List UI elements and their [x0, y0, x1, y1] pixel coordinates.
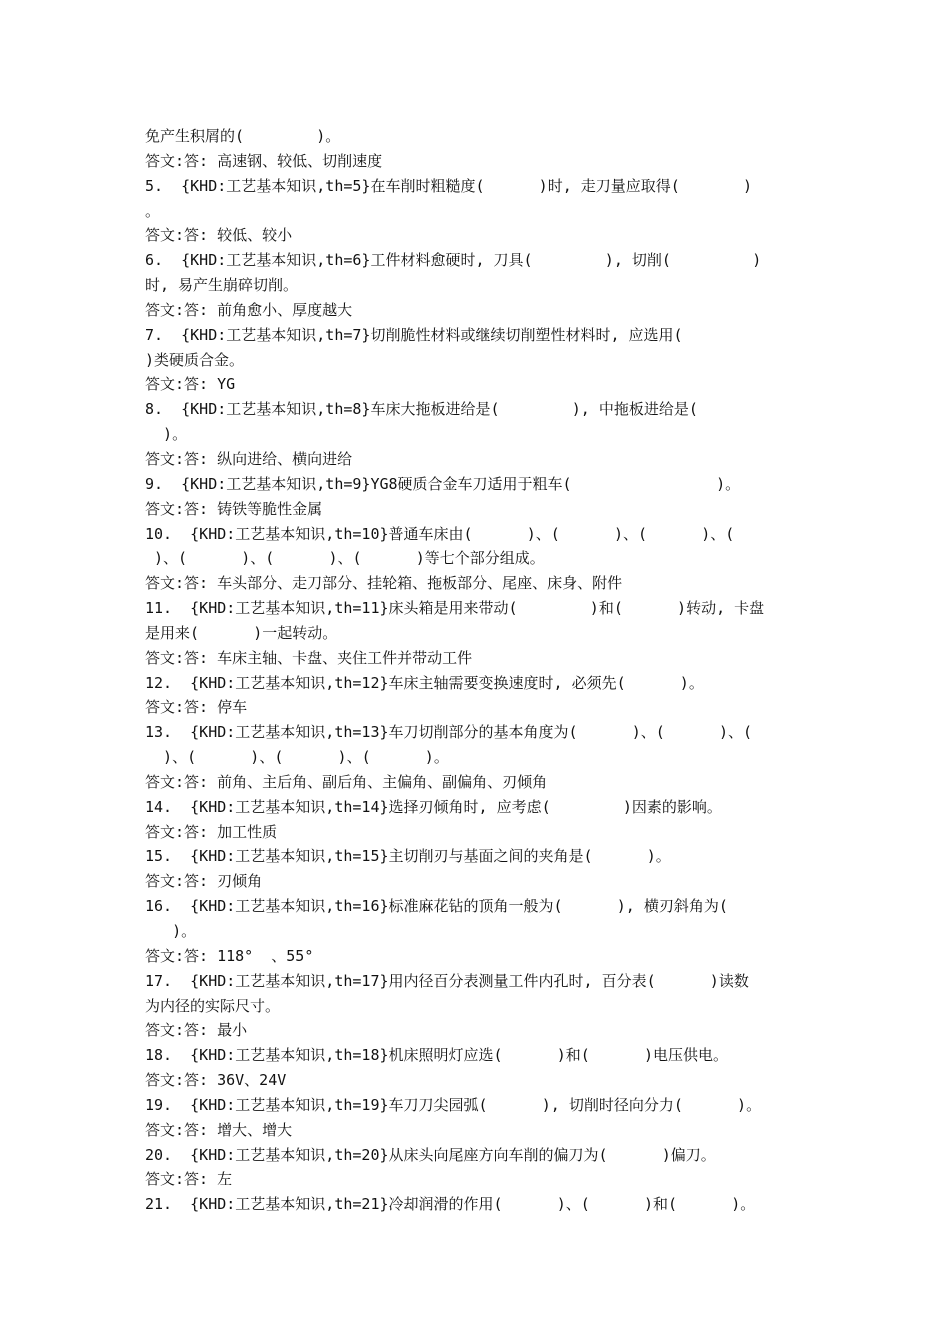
text-line: )类硬质合金。 — [145, 350, 245, 369]
text-line: )、( )、( )、( )等七个部分组成。 — [145, 549, 545, 568]
text-line: )、( )、( )、( )。 — [145, 748, 449, 767]
text-line: 5. {KHD:工艺基本知识,th=5}在车削时粗糙度( )时, 走刀量应取得( ) — [145, 176, 753, 195]
text-line: 答文:答: 停车 — [145, 698, 248, 717]
text-line: 答文:答: 车床主轴、卡盘、夹住工件并带动工件 — [145, 648, 473, 667]
text-line: 7. {KHD:工艺基本知识,th=7}切削脆性材料或继续切削塑性材料时, 应选用( — [145, 325, 683, 344]
text-line: 是用来( )一起转动。 — [145, 623, 338, 642]
text-line: 答文:答: 车头部分、走刀部分、挂轮箱、拖板部分、尾座、床身、附件 — [145, 574, 623, 593]
text-line: 为内径的实际尺寸。 — [145, 996, 281, 1015]
text-line: 答文:答: 高速钢、较低、切削速度 — [145, 151, 383, 170]
text-line: 时, 易产生崩碎切削。 — [145, 276, 299, 295]
text-line: 答文:答: 加工性质 — [145, 822, 278, 841]
text-line: 答文:答: 铸铁等脆性金属 — [145, 499, 323, 518]
text-line: 21. {KHD:工艺基本知识,th=21}冷却润滑的作用( )、( )和( )。 — [145, 1195, 756, 1214]
text-line: 答文:答: 较低、较小 — [145, 226, 293, 245]
text-line: 14. {KHD:工艺基本知识,th=14}选择刃倾角时, 应考虑( )因素的影响。 — [145, 797, 722, 816]
text-line: 答文:答: 118° 、55° — [145, 946, 314, 965]
document-body — [145, 124, 795, 1217]
text-line: 答文:答: 增大、增大 — [145, 1120, 293, 1139]
text-line: 8. {KHD:工艺基本知识,th=8}车床大拖板进给是( ), 中拖板进给是( — [145, 400, 698, 419]
text-line: 答文:答: 左 — [145, 1170, 233, 1189]
text-line: 9. {KHD:工艺基本知识,th=9}YG8硬质合金车刀适用于粗车( )。 — [145, 474, 741, 493]
text-line: 19. {KHD:工艺基本知识,th=19}车刀刀尖园弧( ), 切削时径向分力( )。 — [145, 1095, 762, 1114]
text-line: 11. {KHD:工艺基本知识,th=11}床头箱是用来带动( )和( )转动, 卡盘 — [145, 599, 765, 618]
text-line: 18. {KHD:工艺基本知识,th=18}机床照明灯应选( )和( )电压供电。 — [145, 1046, 729, 1065]
text-line: )。 — [145, 922, 197, 940]
text-line: 答文:答: 前角、主后角、副后角、主偏角、副偏角、刃倾角 — [145, 772, 548, 791]
text-line: )。 — [145, 425, 188, 444]
text-line: 13. {KHD:工艺基本知识,th=13}车刀切削部分的基本角度为( )、( )、( — [145, 723, 753, 742]
text-line: 16. {KHD:工艺基本知识,th=16}标准麻花钻的顶角一般为( ), 横刃斜角为( — [145, 897, 728, 916]
text-line: 答文:答: 前角愈小、厚度越大 — [145, 300, 353, 319]
text-line: 答文:答: 刃倾角 — [145, 872, 263, 891]
text-line: 答文:答: 最小 — [145, 1021, 248, 1040]
text-line: 12. {KHD:工艺基本知识,th=12}车床主轴需要变换速度时, 必须先( )。 — [145, 673, 704, 692]
text-line: 20. {KHD:工艺基本知识,th=20}从床头向尾座方向车削的偏刀为( )偏刀。 — [145, 1145, 716, 1164]
text-line: 15. {KHD:工艺基本知识,th=15}主切削刃与基面之间的夹角是( )。 — [145, 847, 671, 866]
text-line: 免产生积屑的( )。 — [145, 127, 341, 145]
text-line: 答文:答: YG — [145, 375, 236, 394]
text-line: 答文:答: 纵向进给、横向进给 — [145, 449, 353, 468]
text-line: 10. {KHD:工艺基本知识,th=10}普通车床由( )、( )、( )、( — [145, 524, 735, 543]
text-line: 。 — [145, 201, 161, 220]
text-line: 6. {KHD:工艺基本知识,th=6}工件材料愈硬时, 刀具( ), 切削( ) — [145, 251, 762, 270]
text-line: 答文:答: 36V、24V — [145, 1071, 287, 1090]
text-line: 17. {KHD:工艺基本知识,th=17}用内径百分表测量工件内孔时, 百分表( )读数 — [145, 971, 749, 990]
